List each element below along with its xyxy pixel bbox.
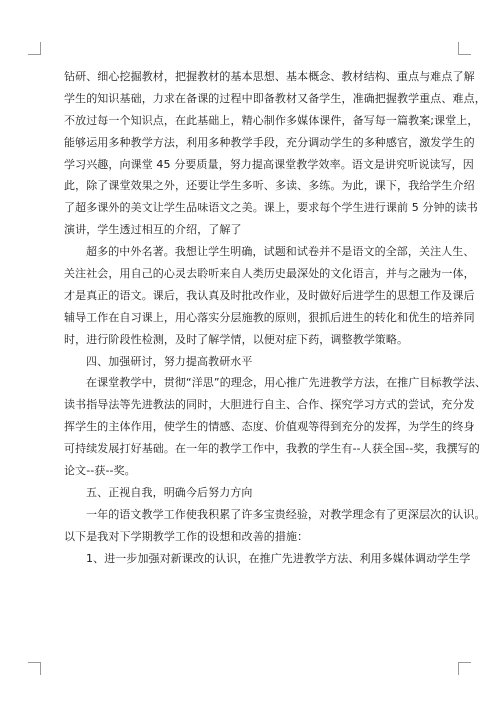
text-line: 一年的语文教学工作使我积累了许多宝贵经验，对教学理念有了更深层次的认识。	[86, 507, 486, 521]
text-line: 此，除了课堂效果之外，还要让学生多听、多读、多练。为此，课下，我给学生介绍	[64, 179, 475, 193]
text-line: 读书指导法等先进教法的同时，大胆进行自主、合作、探究学习方式的尝试，充分发	[64, 398, 475, 412]
text-line: 论文--获--奖。	[64, 464, 136, 478]
text-line: 辅导工作在自习课上，用心落实分层施教的原则，狠抓后进生的转化和优生的培养同	[64, 310, 475, 324]
text-line: 五、正视自我，明确今后努力方向	[86, 485, 253, 499]
text-line: 超多的中外名著。我想让学生明确，试题和试卷并不是语文的全部，关注人生、	[86, 245, 475, 259]
crop-mark-top-right	[458, 42, 471, 55]
document-body	[64, 66, 487, 569]
text-line: 时，进行阶段性检测，及时了解学情，以便对症下药，调整教学策略。	[64, 332, 409, 346]
text-line: 可持续发展打好基础。在一年的教学工作中，我教的学生有--人获全国--奖，我撰写的	[64, 442, 480, 456]
text-line: 不放过每一个知识点，在此基础上，精心制作多媒体课件，备写每一篇教案;课堂上，	[64, 113, 479, 127]
text-line: 关注社会，用自己的心灵去聆听来自人类历史最深处的文化语言，并与之融为一体，	[64, 267, 475, 281]
text-line: 学生的知识基础，力求在备课的过程中即备教材又备学生，准确把握教学重点、难点，	[64, 91, 486, 105]
text-line: 学习兴趣，向课堂 45 分要质量，努力提高课堂教学效率。语文是讲究听说读写，因	[64, 157, 474, 171]
text-line: 能够运用多种教学方法，利用多种教学手段，充分调动学生的多种感官，激发学生的	[64, 135, 475, 149]
crop-mark-bottom-left	[28, 662, 41, 675]
text-line: 了超多课外的美文让学生品味语文之美。课上，要求每个学生进行课前 5 分钟的读书	[64, 201, 478, 215]
text-line: 挥学生的主体作用，使学生的情感、态度、价值观等得到充分的发挥，为学生的终身	[64, 420, 475, 434]
text-line: 1、进一步加强对新课改的认识，在推广先进教学方法、利用多媒体调动学生学	[86, 551, 471, 565]
text-line: 在课堂教学中，贯彻“洋思”的理念，用心推广先进教学方法，在推广目标教学法、	[86, 376, 487, 390]
text-line: 钻研、细心挖掘教材，把握教材的基本思想、基本概念、教材结构、重点与难点了解	[64, 70, 475, 83]
text-line: 以下是我对下学期教学工作的设想和改善的措施：	[64, 529, 309, 543]
crop-mark-bottom-right	[458, 662, 471, 675]
text-line: 演讲，学生透过相互的介绍，了解了	[64, 223, 242, 237]
text-line: 才是真正的语文。课后，我认真及时批改作业，及时做好后进学生的思想工作及课后	[64, 288, 475, 302]
text-line: 四、加强研讨，努力提高教研水平	[86, 354, 253, 368]
crop-mark-top-left	[28, 42, 41, 55]
